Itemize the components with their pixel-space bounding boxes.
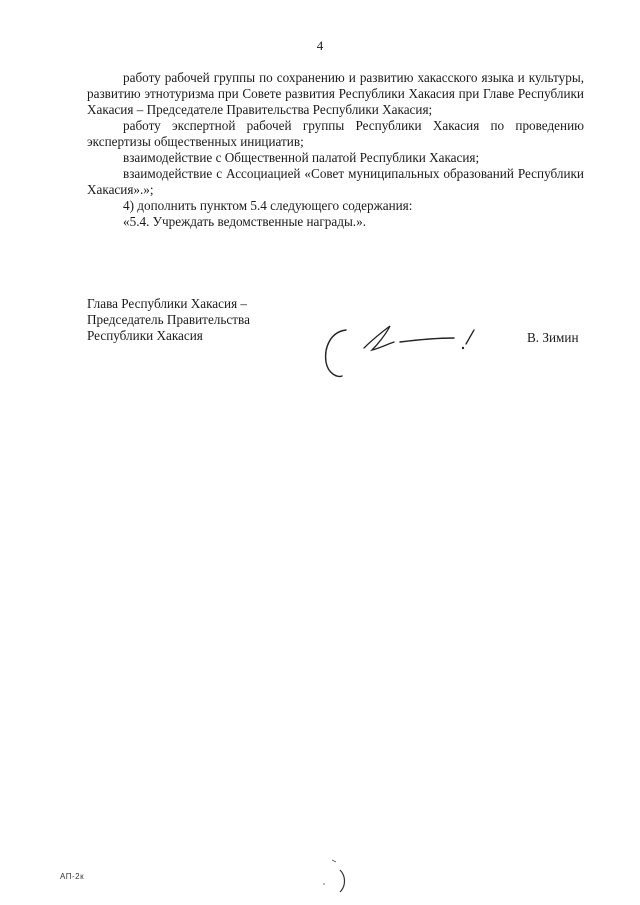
paragraph-municipal-council: взаимодействие с Ассоциацией «Совет муниципальных образований Республики Хакасия».»;: [87, 166, 584, 197]
paragraph-amendment-text: «5.4. Учреждать ведомственные награды.».: [123, 214, 366, 229]
page-number: 4: [316, 38, 324, 53]
signatory-title: [87, 296, 250, 344]
footer-document-code: АП-2к: [60, 872, 85, 881]
paragraph-amendment-item: 4) дополнить пунктом 5.4 следующего содержания:: [123, 198, 413, 213]
signer-name: В. Зимин: [527, 330, 579, 345]
handwritten-signature: [316, 318, 496, 382]
paragraph-public-chamber: взаимодействие с Общественной палатой Республики Хакасия;: [123, 150, 480, 165]
document-body: [87, 70, 584, 230]
paragraph-working-group-language: работу рабочей группы по сохранению и развитию хакасского языка и культуры, развитию этнотуризма при Совете развития Республики Хакасия при Главе Республики Хакасия – Председателе Правительства Республики Хакасия;: [87, 70, 584, 117]
signatory-title-line: Глава Республики Хакасия –: [87, 296, 248, 311]
signatory-title-line: Председатель Правительства: [87, 312, 250, 327]
scan-artifact-mark: [318, 858, 352, 898]
paragraph-expert-group: работу экспертной рабочей группы Республики Хакасия по проведению экспертизы общественных инициатив;: [87, 118, 584, 149]
signatory-title-line: Республики Хакасия: [87, 328, 203, 343]
